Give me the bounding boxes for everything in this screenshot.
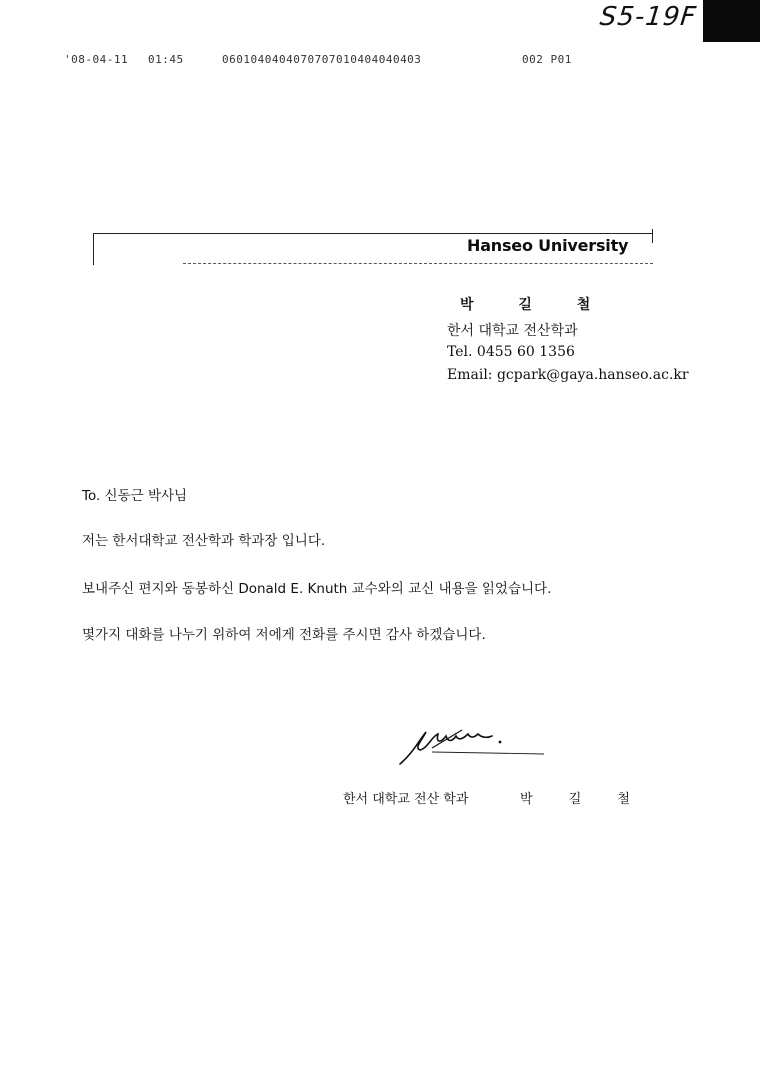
sender-tel: Tel. 0455 60 1356 [447, 344, 575, 360]
sender-name: 박 길 철 [460, 297, 611, 313]
body-line-2: 보내주신 편지와 동봉하신 Donald E. Knuth 교수와의 교신 내용을 읽었습니다. [82, 581, 552, 597]
salutation: To. 신동근 박사님 [82, 488, 188, 504]
fax-page: 002 P01 [522, 53, 572, 66]
fax-number: 0601040404070707010404040403 [222, 53, 422, 66]
handwritten-reference: S5-19F [598, 2, 699, 32]
closing-affiliation: 한서 대학교 전산 학과 [343, 792, 469, 807]
corner-black-tab [703, 0, 760, 42]
sender-email: Email: gcpark@gaya.hanseo.ac.kr [447, 367, 689, 383]
closing-name: 박 길 철 [520, 792, 646, 807]
handwritten-signature [392, 718, 552, 770]
body-line-3: 몇가지 대화를 나누기 위하여 저에게 전화를 주시면 감사 하겠습니다. [82, 627, 486, 643]
body-line-1: 저는 한서대학교 전산학과 학과장 입니다. [82, 533, 326, 549]
sender-department: 한서 대학교 전산학과 [447, 323, 578, 339]
university-name: Hanseo University [467, 236, 629, 255]
fax-time: 01:45 [148, 53, 184, 66]
fax-date: '08-04-11 [64, 53, 129, 66]
